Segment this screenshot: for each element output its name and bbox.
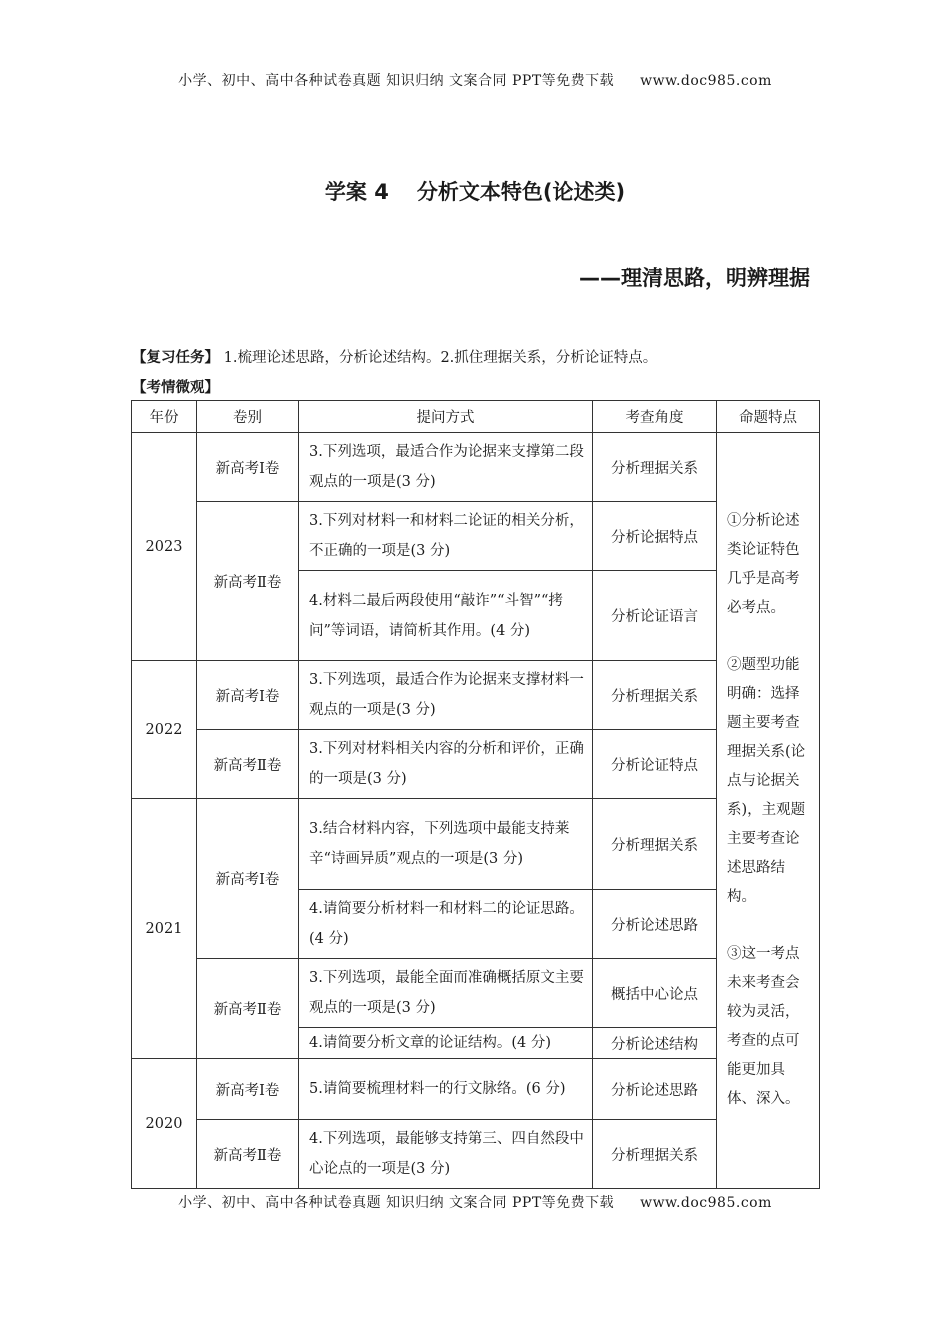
angle-cell: 分析论据特点	[593, 502, 717, 571]
question-cell: 3.下列选项，最适合作为论据来支撑材料一观点的一项是(3 分)	[299, 661, 593, 730]
exam-overview-label: 【考情微观】	[132, 380, 219, 396]
angle-cell: 分析论述结构	[593, 1028, 717, 1059]
angle-cell: 概括中心论点	[593, 959, 717, 1028]
header-text: 小学、初中、高中各种试卷真题 知识归纳 文案合同 PPT等免费下载	[178, 73, 615, 89]
table-row	[132, 661, 820, 730]
year-cell: 2021	[132, 799, 197, 1059]
table-row	[132, 1059, 820, 1120]
page-title	[0, 176, 950, 206]
footer-text: 小学、初中、高中各种试卷真题 知识归纳 文案合同 PPT等免费下载	[178, 1195, 615, 1211]
paper-cell: 新高考Ⅱ卷	[197, 1120, 299, 1189]
title-part1: 学案 4	[324, 180, 389, 204]
header-feature: 命题特点	[717, 401, 820, 433]
question-cell: 5.请简要梳理材料一的行文脉络。(6 分)	[299, 1059, 593, 1120]
question-cell: 4.请简要分析文章的论证结构。(4 分)	[299, 1028, 593, 1059]
question-cell: 3.下列选项，最适合作为论据来支撑第二段观点的一项是(3 分)	[299, 433, 593, 502]
question-cell: 3.下列对材料一和材料二论证的相关分析，不正确的一项是(3 分)	[299, 502, 593, 571]
table-row	[132, 1120, 820, 1189]
question-cell: 4.材料二最后两段使用“敲诈”“斗智”“拷问”等词语，请简析其作用。(4 分)	[299, 571, 593, 661]
angle-cell: 分析理据关系	[593, 799, 717, 890]
angle-cell: 分析论证特点	[593, 730, 717, 799]
paper-cell: 新高考Ⅰ卷	[197, 433, 299, 502]
angle-cell: 分析论述思路	[593, 1059, 717, 1120]
table-row	[132, 799, 820, 890]
feature-1: ①分析论述类论证特色几乎是高考必考点。	[727, 513, 800, 616]
paper-cell: 新高考Ⅰ卷	[197, 1059, 299, 1120]
question-cell: 3.下列对材料相关内容的分析和评价，正确的一项是(3 分)	[299, 730, 593, 799]
year-cell: 2022	[132, 661, 197, 799]
paper-cell: 新高考Ⅰ卷	[197, 661, 299, 730]
header-question: 提问方式	[299, 401, 593, 433]
year-cell: 2023	[132, 433, 197, 661]
header-paper: 卷别	[197, 401, 299, 433]
question-cell: 4.请简要分析材料一和材料二的论证思路。(4 分)	[299, 890, 593, 959]
angle-cell: 分析论证语言	[593, 571, 717, 661]
page-header	[0, 70, 950, 90]
review-label: 【复习任务】	[132, 350, 219, 366]
table-row	[132, 730, 820, 799]
feature-cell	[717, 433, 820, 1189]
question-cell: 3.结合材料内容，下列选项中最能支持莱辛“诗画异质”观点的一项是(3 分)	[299, 799, 593, 890]
page-footer	[0, 1192, 950, 1212]
angle-cell: 分析理据关系	[593, 661, 717, 730]
year-cell: 2020	[132, 1059, 197, 1189]
table-row	[132, 959, 820, 1028]
review-text: 1.梳理论述思路，分析论述结构。2.抓住理据关系，分析论证特点。	[219, 350, 658, 366]
paper-cell: 新高考Ⅰ卷	[197, 799, 299, 959]
exam-table	[131, 400, 820, 1189]
page-subtitle: ——理清思路，明辨理据	[579, 266, 810, 290]
question-cell: 4.下列选项，最能够支持第三、四自然段中心论点的一项是(3 分)	[299, 1120, 593, 1189]
title-part2: 分析文本特色(论述类)	[416, 180, 626, 204]
table-header-row	[132, 401, 820, 433]
footer-site: www.doc985.com	[640, 1195, 772, 1211]
paper-cell: 新高考Ⅱ卷	[197, 959, 299, 1059]
feature-3: ③这一考点未来考查会较为灵活，考查的点可能更加具体、深入。	[727, 946, 800, 1107]
header-site: www.doc985.com	[640, 73, 772, 89]
paper-cell: 新高考Ⅱ卷	[197, 730, 299, 799]
question-cell: 3.下列选项，最能全面而准确概括原文主要观点的一项是(3 分)	[299, 959, 593, 1028]
header-year: 年份	[132, 401, 197, 433]
angle-cell: 分析论述思路	[593, 890, 717, 959]
angle-cell: 分析理据关系	[593, 1120, 717, 1189]
feature-2: ②题型功能明确：选择题主要考查理据关系(论点与论据关系)，主观题主要考查论述思路结构。	[727, 657, 806, 905]
angle-cell: 分析理据关系	[593, 433, 717, 502]
paper-cell: 新高考Ⅱ卷	[197, 502, 299, 661]
table-row	[132, 502, 820, 571]
table-row	[132, 433, 820, 502]
review-task	[132, 346, 657, 367]
header-angle: 考查角度	[593, 401, 717, 433]
